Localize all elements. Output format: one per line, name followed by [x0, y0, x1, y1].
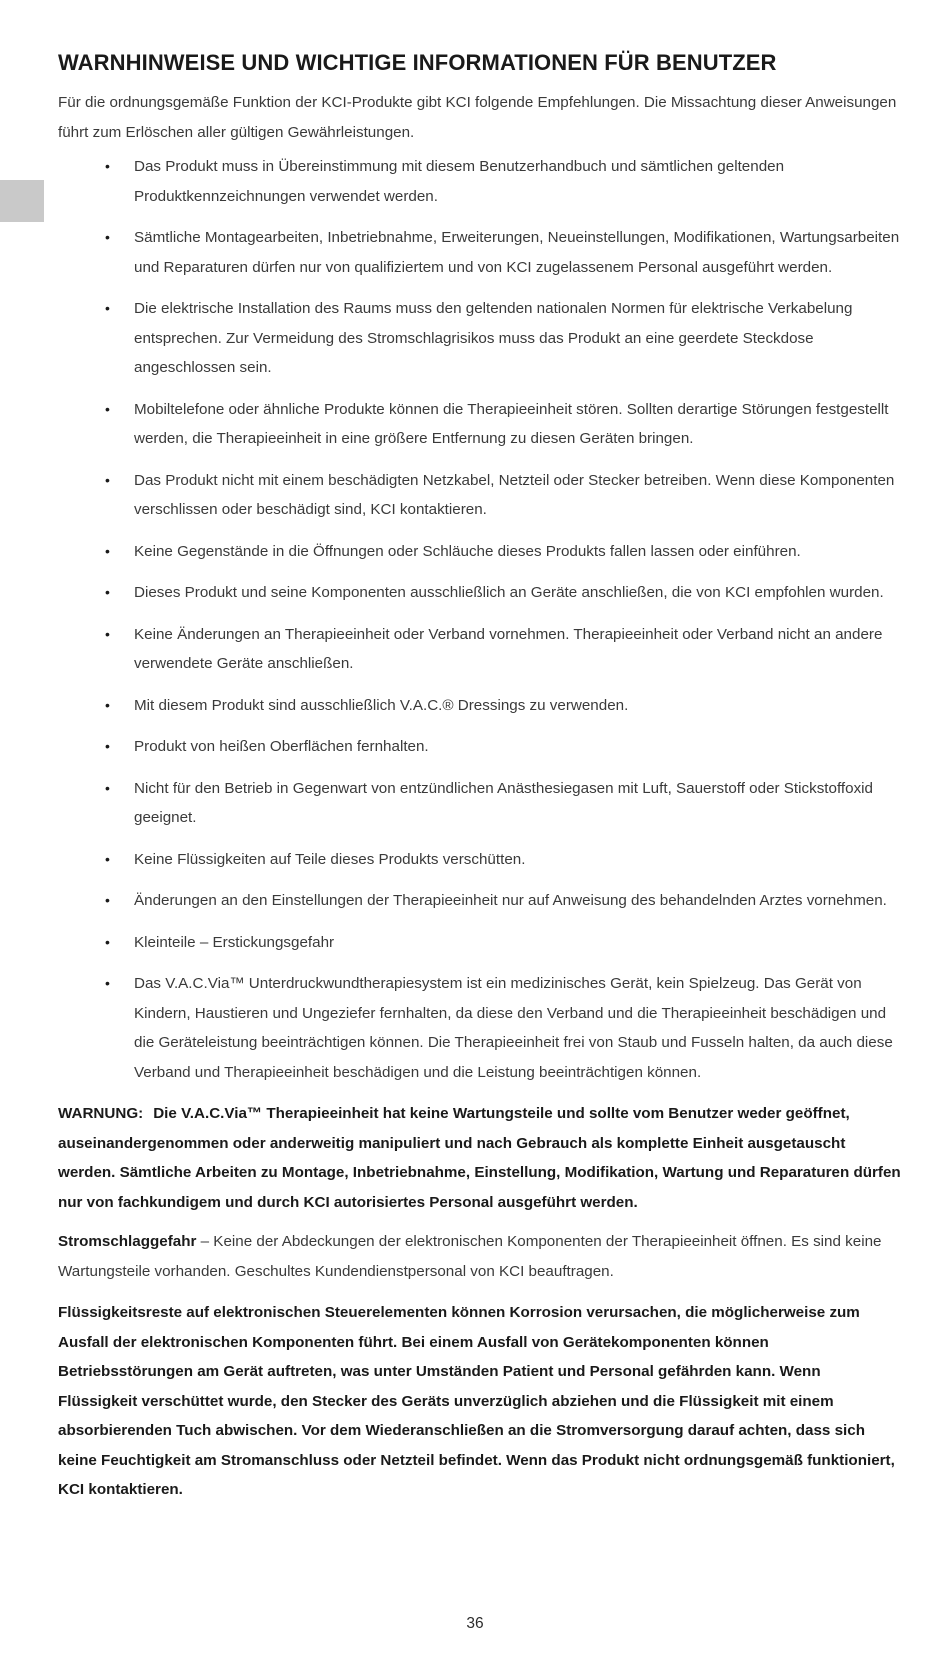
list-item [58, 845, 904, 875]
list-item [58, 969, 904, 1087]
list-item-text: Dieses Produkt und seine Komponenten ausschließlich an Geräte anschließen, die von KCI empfohlen wurden. [134, 584, 884, 601]
list-item-text: Mit diesem Produkt sind ausschließlich V.A.C.® Dressings zu verwenden. [134, 696, 629, 714]
list-item [58, 537, 904, 567]
list-item [58, 691, 904, 721]
list-item [58, 294, 904, 383]
bullet-icon: • [105, 584, 110, 600]
warning-list [58, 152, 904, 1087]
bullet-icon: • [105, 779, 110, 796]
page-number: 36 [466, 1615, 484, 1632]
bullet-icon: • [105, 892, 110, 908]
fluid-notice-paragraph: Flüssigkeitsreste auf elektronischen Steuerelementen können Korrosion verursachen, die möglicherweise zum Ausfall der elektronischen Komponenten führt. Bei einem Ausfall von Gerätekomponenten können Betriebsstörungen am Gerät auftreten, was unter Umständen Patient und Personal gefährden kann. Wenn Flüssigkeit verschüttet wurde, den Stecker des Geräts unverzüglich abziehen und die Flüssigkeit mit einem absorbierenden Tuch abwischen. Vor dem Wiederanschließen an die Stromversorgung darauf achten, dass sich keine Feuchtigkeit am Stromanschluss oder Netzteil befindet. Wenn das Produkt nicht ordnungsgemäß funktioniert, KCI kontaktieren. [58, 1304, 895, 1498]
shock-hazard-text: – Keine der Abdeckungen der elektronischen Komponenten der Therapieeinheit öffnen. Es sind keine Wartungsteile vorhanden. Geschultes Kundendienstpersonal von KCI beauftragen. [58, 1233, 882, 1280]
bullet-icon: • [105, 975, 110, 991]
list-item [58, 152, 904, 211]
list-item [58, 466, 904, 525]
document-page [58, 50, 904, 1505]
warning-label: WARNUNG: [58, 1105, 144, 1122]
list-item-text: Änderungen an den Einstellungen der Therapieeinheit nur auf Anweisung des behandelnden Arztes vornehmen. [134, 892, 887, 909]
list-item-text: Keine Flüssigkeiten auf Teile dieses Produkts verschütten. [134, 850, 526, 868]
bullet-icon: • [105, 229, 110, 245]
bullet-icon: • [105, 738, 110, 754]
bullet-icon: • [105, 471, 110, 488]
list-item-text: Das Produkt nicht mit einem beschädigten Netzkabel, Netzteil oder Stecker betreiben. Wenn diese Komponenten verschlissen oder beschädigt sind, KCI kontaktieren. [134, 471, 895, 518]
bullet-icon: • [105, 850, 110, 867]
intro-paragraph: Für die ordnungsgemäße Funktion der KCI-Produkte gibt KCI folgende Empfehlungen. Die Missachtung dieser Anweisungen führt zum Erlöschen aller gültigen Gewährleistungen. [58, 94, 897, 141]
list-item-text: Nicht für den Betrieb in Gegenwart von entzündlichen Anästhesiegasen mit Luft, Sauerstoff oder Stickstoffoxid geeignet. [134, 779, 873, 826]
section-tab-marker [0, 180, 44, 222]
page-title: WARNHINWEISE UND WICHTIGE INFORMATIONEN FÜR BENUTZER [58, 50, 777, 75]
bullet-icon: • [105, 158, 110, 174]
list-item [58, 886, 904, 916]
bullet-icon: • [105, 933, 110, 950]
list-item [58, 774, 904, 833]
shock-hazard-paragraph [58, 1227, 904, 1286]
list-item-text: Keine Änderungen an Therapieeinheit oder Verband vornehmen. Therapieeinheit oder Verband nicht an andere verwendete Geräte anschließen. [134, 625, 883, 672]
list-item-text: Sämtliche Montagearbeiten, Inbetriebnahme, Erweiterungen, Neueinstellungen, Modifikationen, Wartungsarbeiten und Reparaturen dürfen nur von qualifiziertem und von KCI zugelassenem Personal ausgeführt werden. [134, 229, 900, 276]
list-item [58, 578, 904, 608]
list-item [58, 732, 904, 762]
list-item-text: Die elektrische Installation des Raums muss den geltenden nationalen Normen für elektrische Verkabelung entsprechen. Zur Vermeidung des Stromschlagrisikos muss das Produkt an eine geerdete Steckdose angeschlossen sein. [134, 300, 853, 376]
bullet-icon: • [105, 542, 110, 559]
list-item [58, 620, 904, 679]
shock-hazard-label: Stromschlaggefahr [58, 1233, 197, 1250]
warning-paragraph [58, 1099, 904, 1217]
list-item [58, 395, 904, 454]
list-item-text: Keine Gegenstände in die Öffnungen oder Schläuche dieses Produkts fallen lassen oder einführen. [134, 542, 801, 560]
list-item [58, 223, 904, 282]
list-item-text: Kleinteile – Erstickungsgefahr [134, 933, 335, 951]
list-item-text: Das Produkt muss in Übereinstimmung mit diesem Benutzerhandbuch und sämtlichen geltenden Produktkennzeichnungen verwendet werden. [134, 158, 785, 205]
bullet-icon: • [105, 696, 110, 713]
bullet-icon: • [105, 625, 110, 642]
list-item-text: Mobiltelefone oder ähnliche Produkte können die Therapieeinheit stören. Sollten derartige Störungen festgestellt werden, die Therapieeinheit in eine größere Entfernung zu diesen Geräten bringen. [134, 400, 889, 447]
list-item [58, 928, 904, 958]
list-item-text: Produkt von heißen Oberflächen fernhalten. [134, 738, 429, 755]
bullet-icon: • [105, 400, 110, 417]
bullet-icon: • [105, 300, 110, 316]
list-item-text: Das V.A.C.Via™ Unterdruckwundtherapiesystem ist ein medizinisches Gerät, kein Spielzeug. Das Gerät von Kindern, Haustieren und Ungeziefer fernhalten, da diese den Verband und die Therapieeinheit beschädigen und die Geräteleistung beeinträchtigen können. Die Therapieeinheit frei von Staub und Fusseln halten, da auch diese Verband und Therapieeinheit beschädigen und die Leistung beeinträchtigen können. [134, 975, 893, 1081]
warning-text: Die V.A.C.Via™ Therapieeinheit hat keine Wartungsteile und sollte vom Benutzer weder geöffnet, auseinandergenommen oder anderweitig manipuliert und nach Gebrauch als komplette Einheit ausgetauscht werden. Sämtliche Arbeiten zu Montage, Inbetriebnahme, Einstellung, Modifikation, Wartung und Reparaturen dürfen nur von fachkundigem und durch KCI autorisiertes Personal ausgeführt werden. [58, 1105, 901, 1211]
